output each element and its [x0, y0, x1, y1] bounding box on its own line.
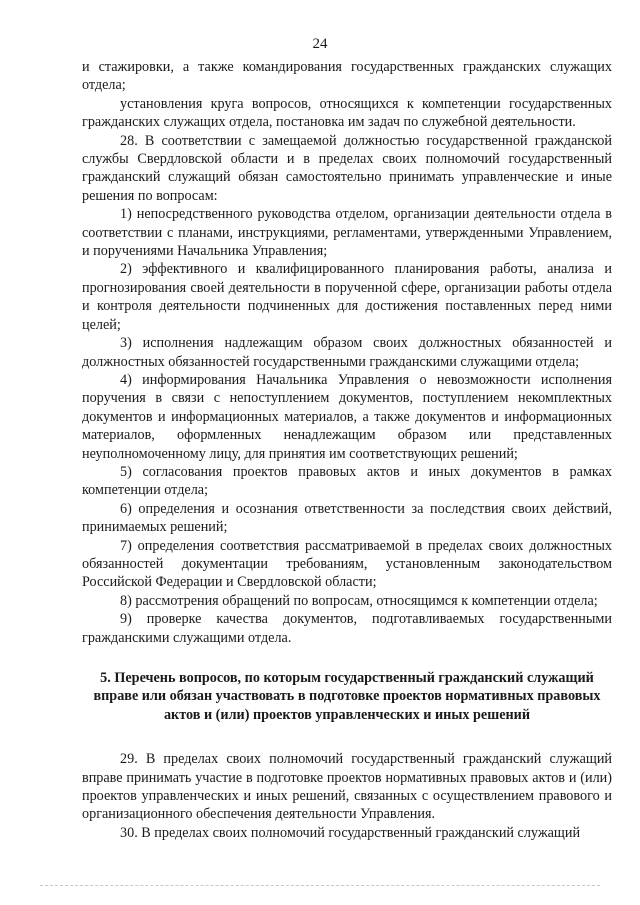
- paragraphs-before: [82, 58, 612, 647]
- paragraph: 4) информирования Начальника Управления о невозможности исполнения поручения в связи с непоступлением документов, поступлением некомплектных документов и информационных материалов, а также документов и информационных материалов, оформленных ненадлежащим образом или представленных неуполномоченному лицу, для принятия им соответствующих решений;: [82, 371, 612, 462]
- paragraph: 8) рассмотрения обращений по вопросам, относящимся к компетенции отдела;: [120, 592, 598, 609]
- paragraph: 29. В пределах своих полномочий государственный гражданский служащий вправе принимать участие в подготовке проектов нормативных правовых актов и (или) проектов управленческих и иных решений, связанных с осуществлением правового и организационного обеспечения деятельности Управления.: [82, 751, 612, 823]
- paragraph: 6) определения и осознания ответственности за последствия своих действий, принимаемых решений;: [82, 500, 612, 536]
- paragraph: 7) определения соответствия рассматриваемой в пределах своих должностных обязанностей документации требованиям, установленным законодательством Российской Федерации и Свердловской области;: [82, 537, 612, 591]
- paragraph: 30. В пределах своих полномочий государственный гражданский служащий: [120, 824, 581, 841]
- paragraph: и стажировки, а также командирования государственных гражданских служащих отдела;: [82, 59, 612, 94]
- section-heading: 5. Перечень вопросов, по которым государственный гражданский служащий вправе или обязан участвовать в подготовке проектов нормативных правовых актов и (или) проектов управленческих и иных решений: [93, 670, 601, 723]
- paragraph: 9) проверке качества документов, подготавливаемых государственными гражданскими служащими отдела.: [82, 611, 612, 646]
- paragraph: 3) исполнения надлежащим образом своих должностных обязанностей и должностных обязанностей государственными гражданскими служащими отдела;: [82, 335, 612, 370]
- scan-edge-line: [40, 885, 600, 886]
- paragraph: 28. В соответствии с замещаемой должностью государственной гражданской службы Свердловской области и в пределах своих полномочий государственный гражданский служащий обязан самостоятельно принимать управленческие и иные решения по вопросам:: [82, 132, 612, 204]
- paragraphs-after: [82, 750, 612, 842]
- paragraph: 2) эффективного и квалифицированного планирования работы, анализа и прогнозирования своей деятельности в порученной сфере, организации работы отдела и контроля деятельности подчиненных для достижения поставленных перед ними целей;: [82, 261, 612, 333]
- paragraph: 5) согласования проектов правовых актов и иных документов в рамках компетенции отдела;: [82, 463, 612, 499]
- page-number: 24: [312, 36, 328, 52]
- paragraph: установления круга вопросов, относящихся к компетенции государственных гражданских служащих отдела, постановка им задач по служебной деятельности.: [82, 95, 612, 131]
- paragraph: 1) непосредственного руководства отделом, организации деятельности отдела в соответствии с планами, инструкциями, регламентами, утвержденными Управлением, и поручениями Начальника Управления;: [82, 206, 612, 260]
- document-body: [82, 58, 612, 842]
